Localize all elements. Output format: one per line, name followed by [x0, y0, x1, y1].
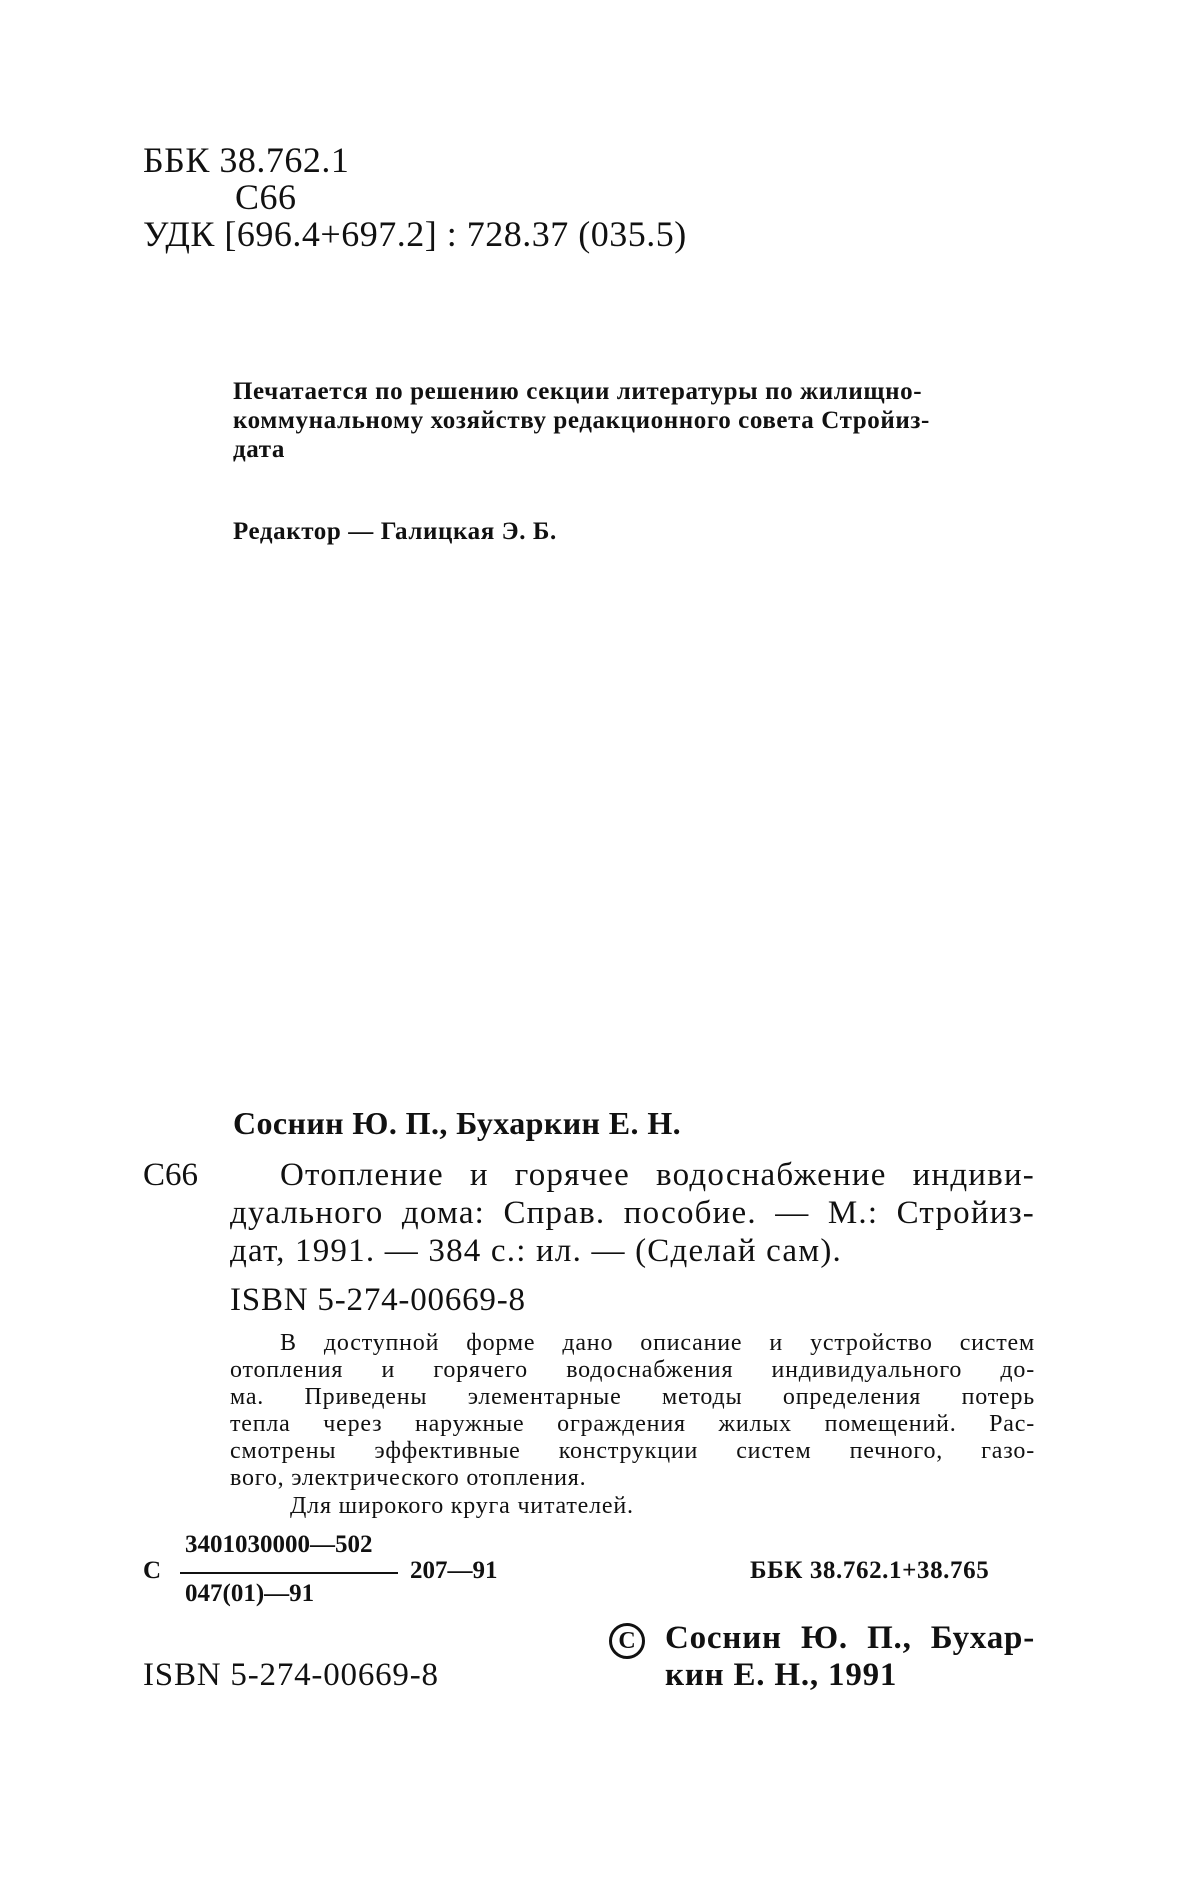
copyright-line-1: Соснин Ю. П., Бухар- — [665, 1620, 1035, 1656]
audience-note: Для широкого круга читателей. — [290, 1493, 634, 1519]
copyright-symbol — [609, 1623, 645, 1659]
card-authors: Соснин Ю. П., Бухаркин Е. Н. — [233, 1105, 682, 1141]
fraction-bar — [180, 1572, 398, 1574]
card-title-line-2: дуального дома: Справ. пособие. — М.: Стройиз- — [230, 1195, 1035, 1231]
author-mark: С66 — [235, 177, 297, 217]
annotation-line-5: смотрены эффективные конструкции систем печного, газо- — [230, 1438, 1035, 1464]
annotation-line-1: В доступной форме дано описание и устройство систем — [280, 1330, 1035, 1356]
index-letter: С — [143, 1557, 162, 1584]
publication-note-line-1: Печатается по решению секции литературы по жилищно- — [233, 378, 923, 405]
annotation-line-2: отопления и горячего водоснабжения индивидуального до- — [230, 1357, 1035, 1383]
card-title-line-1: Отопление и горячее водоснабжение индиви- — [280, 1157, 1035, 1193]
editor-credit: Редактор — Галицкая Э. Б. — [233, 518, 557, 545]
publication-note-line-2: коммунальному хозяйству редакционного совета Стройиз- — [233, 407, 930, 434]
card-code: С66 — [143, 1157, 199, 1193]
card-isbn: ISBN 5-274-00669-8 — [230, 1282, 526, 1318]
annotation-line-6: вого, электрического отопления. — [230, 1465, 587, 1491]
card-title-line-3: дат, 1991. — 384 с.: ил. — (Сделай сам). — [230, 1233, 842, 1269]
index-suffix: 207—91 — [410, 1557, 498, 1584]
index-numerator: 3401030000—502 — [185, 1531, 373, 1558]
bbk-line: ББК 38.762.1 — [143, 140, 350, 180]
bottom-isbn: ISBN 5-274-00669-8 — [143, 1657, 439, 1693]
publication-note-line-3: дата — [233, 436, 285, 463]
udk-line: УДК [696.4+697.2] : 728.37 (035.5) — [143, 214, 687, 254]
copyright-icon: C — [609, 1623, 645, 1659]
index-denominator: 047(01)—91 — [185, 1580, 315, 1607]
copyright-line-2: кин Е. Н., 1991 — [665, 1657, 898, 1693]
annotation-line-3: ма. Приведены элементарные методы определения потерь — [230, 1384, 1035, 1410]
annotation-line-4: тепла через наружные ограждения жилых помещений. Рас- — [230, 1411, 1035, 1437]
bottom-bbk: ББК 38.762.1+38.765 — [750, 1557, 990, 1584]
